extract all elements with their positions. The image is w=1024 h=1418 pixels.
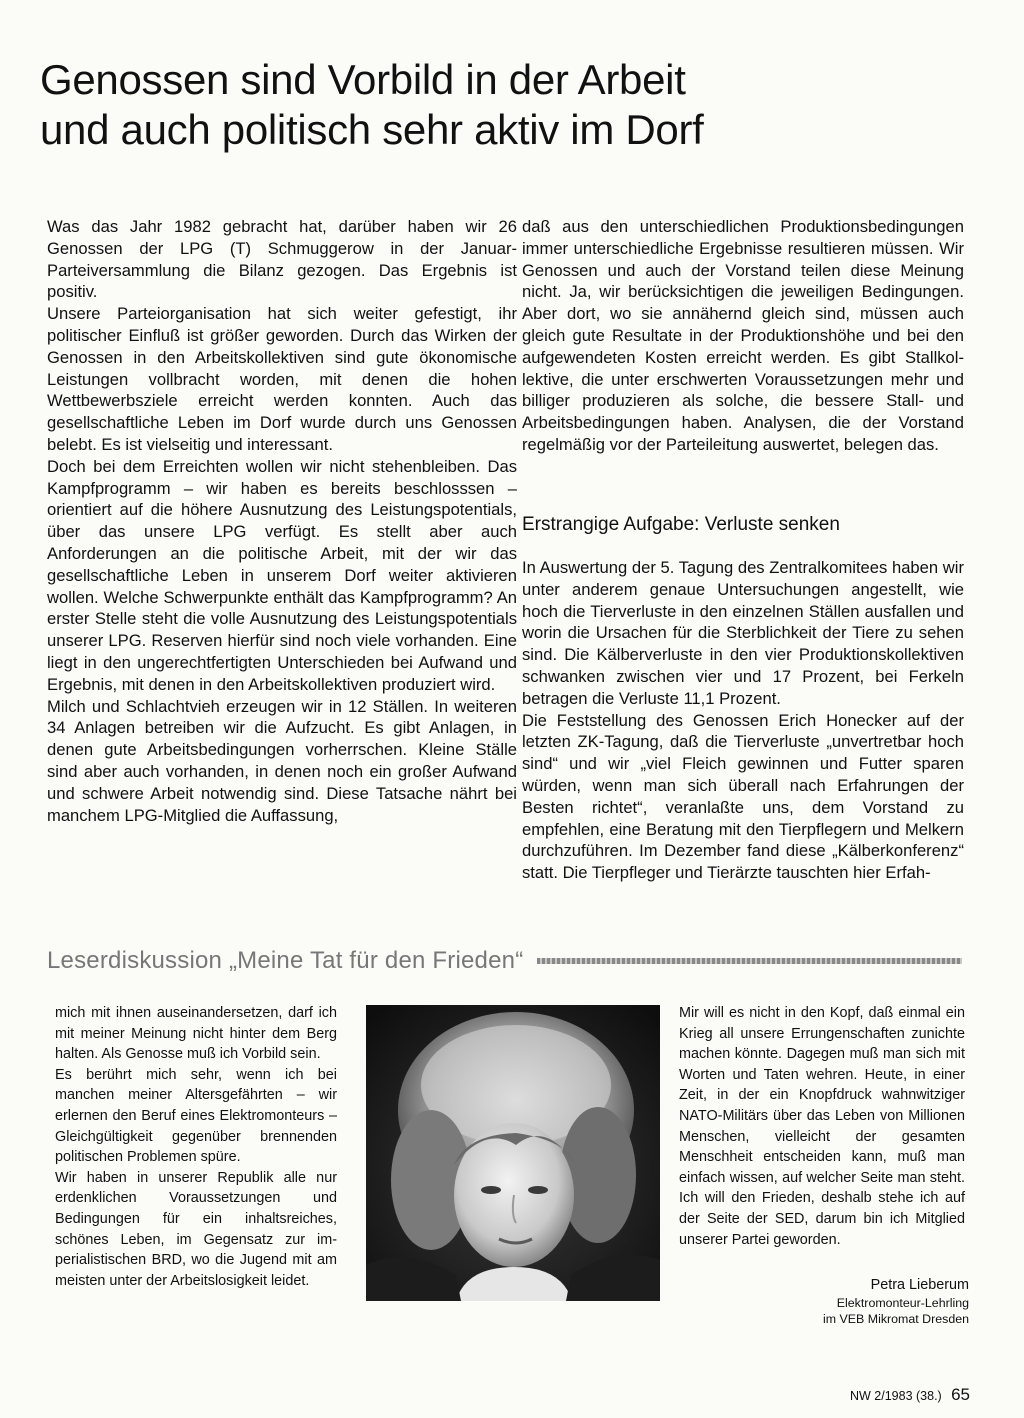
section-divider: [537, 958, 962, 964]
author-role-line-2: im VEB Mikromat Dresden: [823, 1312, 969, 1326]
page-footer: [850, 1385, 970, 1405]
headline-line-1: Genossen sind Vorbild in der Arbeit: [40, 56, 686, 103]
discussion-paragraph: Wir haben in unserer Republik alle nur erdenklichen Voraussetzungen und Bedingungen für ein inhaltsreiches, schönes Leben, im Gegensatz zur imperialistischen BRD, wo die Jugend mit am meisten unter der Arbeitslosigkeit leidet.: [55, 1169, 337, 1289]
article-column-right-bottom: [522, 557, 964, 884]
article-paragraph: Die Feststellung des Genossen Erich Honecker auf der letzten ZK-Tagung, daß die Tierverluste „unvertretbar hoch sind“ und wir „viel Fleich gewinnen und Futter sparen würden, wenn man sich überall nach Erfahrungen der Besten richtet“, veranlaßte uns, dem Vorstand zu empfehlen, eine Beratung mit den Tierpflegern und Melkern durchzuführen. Im Dezember fand diese „Kälberkonferenz“ statt. Die Tierpfleger und Tierärzte tauschten hier Erfah-: [522, 710, 964, 883]
discussion-paragraph: Es berührt mich sehr, wenn ich bei manchen meiner Altersgefährten – wir erlernen den Beruf eines Elektromonteurs – Gleichgültigkeit gegenüber brennenden politischen Problemen spüre.: [55, 1066, 337, 1166]
issue-label: NW 2/1983 (38.): [850, 1389, 942, 1403]
article-paragraph: Was das Jahr 1982 gebracht hat, darüber haben wir 26 Genossen der LPG (T) Schmuggerow in der Januar-Parteiversammlung die Bilanz gezogen. Das Ergebnis ist positiv.: [47, 217, 517, 302]
author-signature: [679, 1275, 969, 1327]
article-subheading: Erstrangige Aufgabe: Verluste senken: [522, 514, 840, 535]
article-headline: [40, 55, 800, 155]
article-paragraph: Doch bei dem Erreichten wollen wir nicht stehenbleiben. Das Kampfprogramm – wir haben es bereits beschlosssen – orientiert auf die höhere Ausnutzung des Leistungspotentials, über das unsere LPG verfügt. Es stellt aber auch Anforderungen an die politische Arbeit, mit der wir das gesellschaftliche Leben in unserem Dorf weiter aktivieren wollen. Welche Schwerpunkte enthält das Kampfprogramm? An erster Stelle steht die volle Ausnutzung des Leistungspotentials unserer LPG. Reserven hierfür sind noch viele vorhanden. Eine liegt in den ungerechtfertigten Unterschieden bei Aufwand und Ergebnis, mit denen in den Arbeitskollektiven produziert wird.: [47, 456, 517, 694]
portrait-illustration: [366, 1005, 660, 1301]
discussion-paragraph: Mir will es nicht in den Kopf, daß einmal ein Krieg all unsere Errungenschaften zunichte machen könnte. Dagegen muß man sich mit Worten und Taten wehren. Heute, in einer Zeit, in der ein Knopfdruck wahnwitziger NATO-Militärs über das Leben von Millionen Menschen, vielleicht der gesamten Menschheit entscheiden kann, muß man einfach wissen, auf welcher Seite man steht. Ich will den Frieden, deshalb stehe ich auf der Seite der SED, darum bin ich Mitglied unserer Partei geworden.: [679, 1005, 965, 1248]
headline-line-2: und auch politisch sehr aktiv im Dorf: [40, 106, 704, 153]
author-role-line-1: Elektromonteur-Lehrling: [836, 1296, 969, 1310]
article-column-right-top: [522, 216, 964, 456]
article-paragraph: Milch und Schlachtvieh erzeugen wir in 12 Ställen. In weiteren 34 Anlagen betreiben wir die Aufzucht. Es gibt Anlagen, in denen gute Arbeitsbedingungen vorherrschen. Kleine Ställe sind aber auch vorhanden, in denen noch ein großer Aufwand und schwere Arbeit notwendig sind. Diese Tatsache nährt bei manchem LPG-Mitglied die Auffassung,: [47, 696, 517, 825]
portrait-photo: [366, 1005, 660, 1301]
discussion-column-left: [55, 1003, 337, 1291]
author-name: Petra Lieberum: [870, 1277, 969, 1293]
article-paragraph: Unsere Parteiorganisation hat sich weiter gefestigt, ihr politischer Einfluß ist größer geworden. Durch das Wirken der Genossen in den Arbeitskollektiven sind gute ökonomische Leistungen vollbracht worden, mit denen die hohen Wettbewerbsziele erreicht werden konnten. Auch das gesellschaftliche Leben im Dorf wurde durch uns Genossen belebt. Es ist vielseitig und interessant.: [47, 304, 517, 454]
discussion-section-title: Leserdiskussion „Meine Tat für den Frieden“: [47, 947, 524, 974]
article-paragraph: daß aus den unterschiedlichen Produktionsbedingungen immer unterschiedliche Ergebnisse resultieren müssen. Wir Genossen und auch der Vorstand teilen diese Meinung nicht. Ja, wir berücksichtigen die jeweiligen Bedingungen. Aber dort, wo sie annähernd gleich sind, müssen auch gleich gute Resultate in der Produktionshöhe und bei den aufgewendeten Kosten erreicht werden. Es gibt Stallkollektive, die unter erschwerten Voraussetzungen mehr und billiger produzieren als solche, die bessere Stall- und Arbeitsbedingungen haben. Analysen, die der Vorstand regelmäßig vor der Parteileitung auswertet, belegen das.: [522, 217, 964, 454]
article-paragraph: In Auswertung der 5. Tagung des Zentralkomitees haben wir unter anderem genaue Untersuchungen angestellt, wie hoch die Tierverluste in den einzelnen Ställen ausfallen und worin die Ursachen für die Sterblichkeit der Tiere zu sehen sind. Die Kälberverluste in den vier Produktionskollektiven schwanken zwischen vier und 17 Prozent, bei Ferkeln betragen die Verluste 11,1 Prozent.: [522, 558, 964, 708]
discussion-paragraph: mich mit ihnen auseinandersetzen, darf ich mit meiner Meinung nicht hinter dem Berg halten. Als Genosse muß ich Vorbild sein.: [55, 1005, 337, 1063]
discussion-column-right: [679, 1003, 965, 1250]
discussion-section-header: [47, 946, 962, 976]
page-number: 65: [951, 1385, 970, 1404]
article-column-left: [47, 216, 517, 826]
